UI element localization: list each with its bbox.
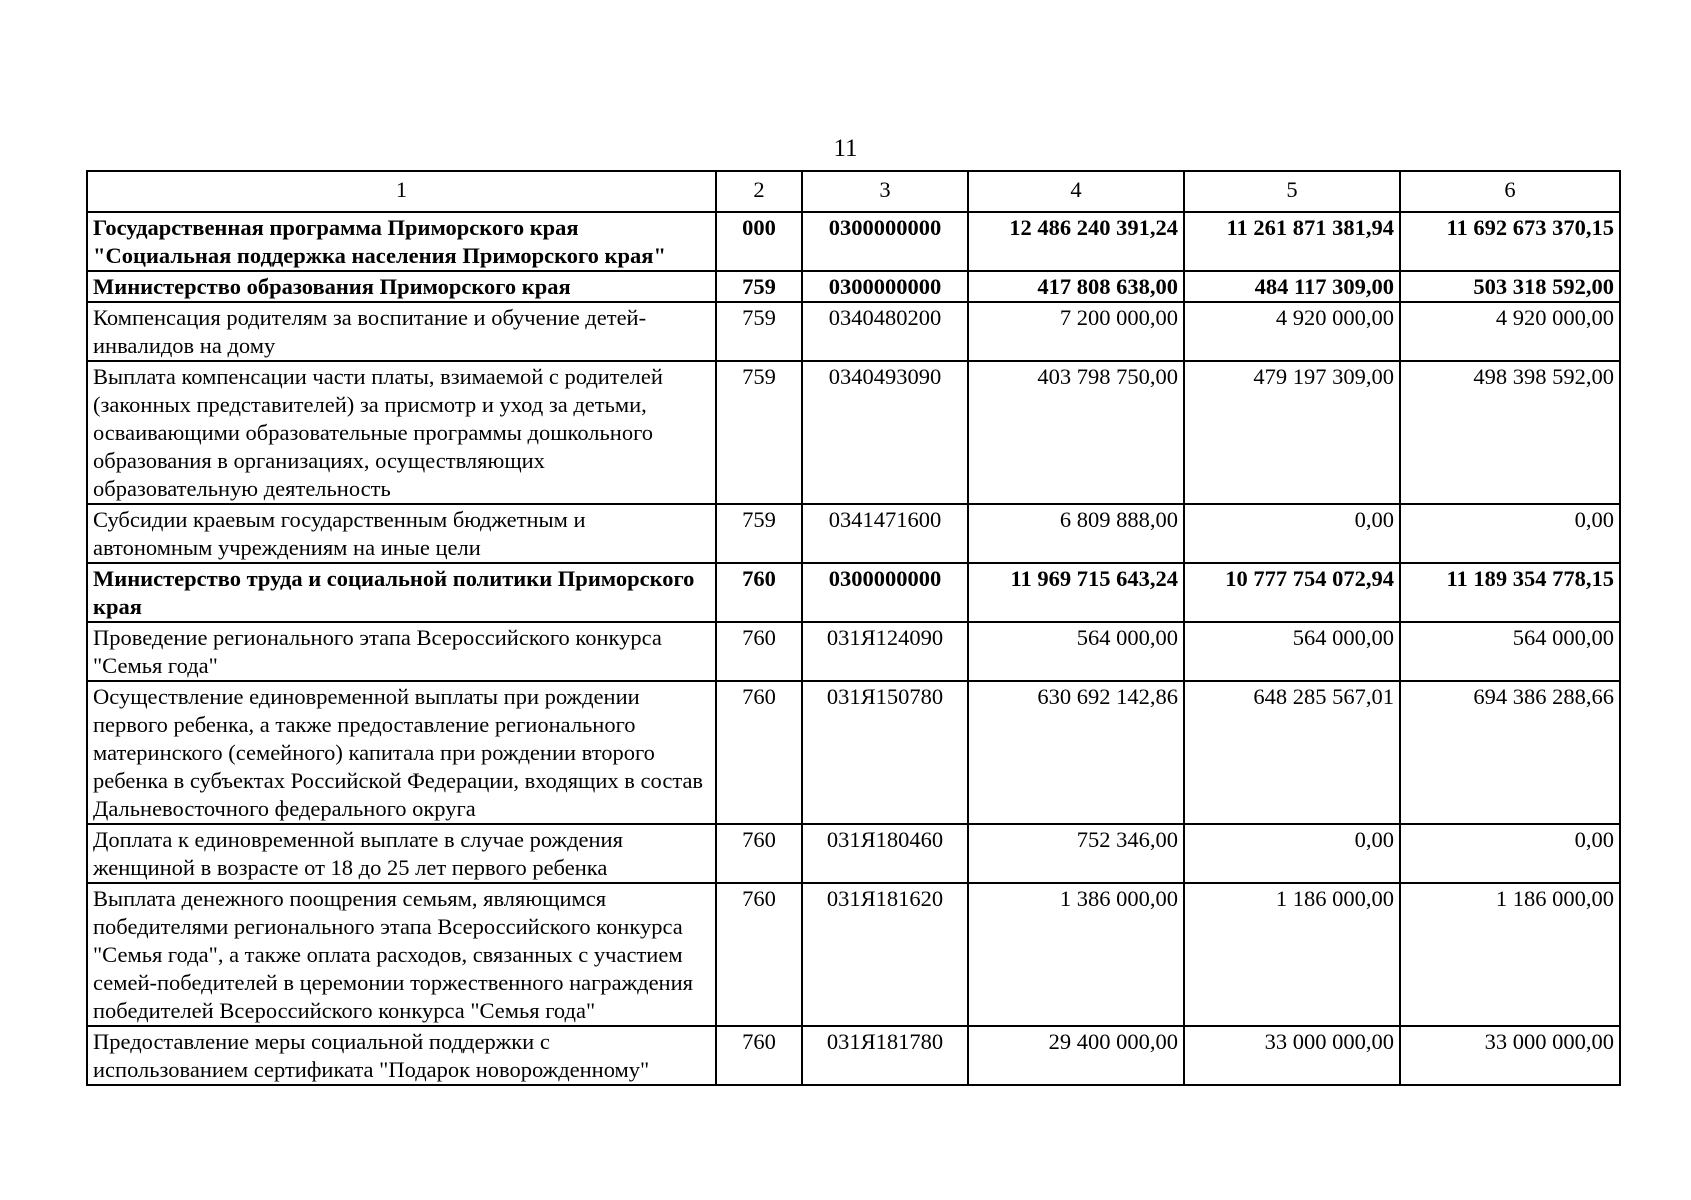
row-code-cell: 760 <box>716 563 802 622</box>
row-value-col4-cell: 29 400 000,00 <box>968 1026 1184 1085</box>
row-value-col4-cell: 752 346,00 <box>968 824 1184 883</box>
row-name-cell: Проведение регионального этапа Всероссийского конкурса "Семья года" <box>87 622 716 681</box>
row-value-col6-cell: 503 318 592,00 <box>1400 271 1620 302</box>
row-target-code-cell: 031Я180460 <box>802 824 968 883</box>
row-value-col5-cell: 0,00 <box>1184 824 1400 883</box>
row-value-col6-cell: 33 000 000,00 <box>1400 1026 1620 1085</box>
row-name-cell: Выплата денежного поощрения семьям, являющимся победителями регионального этапа Всероссийского конкурса "Семья года", а также оплата расходов, связанных с участием семей-победителей в церемонии торжественного награждения победителей Всероссийского конкурса "Семья года" <box>87 883 716 1026</box>
table-row <box>87 824 1620 883</box>
table-row <box>87 302 1620 361</box>
page-number: 11 <box>833 135 858 162</box>
row-name-cell: Субсидии краевым государственным бюджетным и автономным учреждениям на иные цели <box>87 504 716 563</box>
table-row <box>87 883 1620 1026</box>
row-value-col4-cell: 403 798 750,00 <box>968 361 1184 504</box>
row-value-col4-cell: 1 386 000,00 <box>968 883 1184 1026</box>
row-code-cell: 759 <box>716 271 802 302</box>
row-name-cell: Осуществление единовременной выплаты при рождении первого ребенка, а также предоставление регионального материнского (семейного) капитала при рождении второго ребенка в субъектах Российской Федерации, входящих в состав Дальневосточного федерального округа <box>87 681 716 824</box>
row-value-col6-cell: 0,00 <box>1400 504 1620 563</box>
table-row <box>87 271 1620 302</box>
budget-table <box>86 170 1621 1086</box>
row-value-col6-cell: 11 692 673 370,15 <box>1400 212 1620 271</box>
table-row <box>87 563 1620 622</box>
row-value-col6-cell: 694 386 288,66 <box>1400 681 1620 824</box>
row-value-col5-cell: 0,00 <box>1184 504 1400 563</box>
column-header-4: 4 <box>968 171 1184 212</box>
row-value-col6-cell: 564 000,00 <box>1400 622 1620 681</box>
column-header-2: 2 <box>716 171 802 212</box>
row-target-code-cell: 0300000000 <box>802 212 968 271</box>
row-value-col5-cell: 479 197 309,00 <box>1184 361 1400 504</box>
row-value-col6-cell: 4 920 000,00 <box>1400 302 1620 361</box>
row-value-col5-cell: 484 117 309,00 <box>1184 271 1400 302</box>
row-value-col4-cell: 12 486 240 391,24 <box>968 212 1184 271</box>
row-target-code-cell: 031Я181780 <box>802 1026 968 1085</box>
row-name-cell: Министерство образования Приморского края <box>87 271 716 302</box>
row-value-col5-cell: 4 920 000,00 <box>1184 302 1400 361</box>
row-value-col6-cell: 0,00 <box>1400 824 1620 883</box>
row-value-col5-cell: 1 186 000,00 <box>1184 883 1400 1026</box>
row-value-col5-cell: 11 261 871 381,94 <box>1184 212 1400 271</box>
table-row <box>87 212 1620 271</box>
row-value-col5-cell: 33 000 000,00 <box>1184 1026 1400 1085</box>
row-target-code-cell: 031Я181620 <box>802 883 968 1026</box>
row-target-code-cell: 0340493090 <box>802 361 968 504</box>
row-name-cell: Выплата компенсации части платы, взимаемой с родителей (законных представителей) за присмотр и уход за детьми, осваивающими образовательные программы дошкольного образования в организациях, осуществляющих образовательную деятельность <box>87 361 716 504</box>
row-code-cell: 000 <box>716 212 802 271</box>
row-value-col5-cell: 10 777 754 072,94 <box>1184 563 1400 622</box>
table-row <box>87 681 1620 824</box>
row-code-cell: 760 <box>716 1026 802 1085</box>
table-row <box>87 622 1620 681</box>
row-target-code-cell: 0340480200 <box>802 302 968 361</box>
row-value-col5-cell: 648 285 567,01 <box>1184 681 1400 824</box>
table-header-row <box>87 171 1620 212</box>
column-header-1: 1 <box>87 171 716 212</box>
row-target-code-cell: 0341471600 <box>802 504 968 563</box>
table-body <box>87 212 1620 1085</box>
row-code-cell: 759 <box>716 504 802 563</box>
row-value-col6-cell: 1 186 000,00 <box>1400 883 1620 1026</box>
row-code-cell: 760 <box>716 824 802 883</box>
row-code-cell: 760 <box>716 883 802 1026</box>
column-header-3: 3 <box>802 171 968 212</box>
row-target-code-cell: 0300000000 <box>802 271 968 302</box>
row-value-col4-cell: 564 000,00 <box>968 622 1184 681</box>
table-row <box>87 1026 1620 1085</box>
row-code-cell: 760 <box>716 681 802 824</box>
row-name-cell: Компенсация родителям за воспитание и обучение детей-инвалидов на дому <box>87 302 716 361</box>
row-name-cell: Предоставление меры социальной поддержки с использованием сертификата "Подарок новорожденному" <box>87 1026 716 1085</box>
row-value-col4-cell: 7 200 000,00 <box>968 302 1184 361</box>
column-header-6: 6 <box>1400 171 1620 212</box>
row-code-cell: 760 <box>716 622 802 681</box>
row-value-col4-cell: 417 808 638,00 <box>968 271 1184 302</box>
row-code-cell: 759 <box>716 302 802 361</box>
row-value-col4-cell: 6 809 888,00 <box>968 504 1184 563</box>
row-value-col5-cell: 564 000,00 <box>1184 622 1400 681</box>
row-target-code-cell: 031Я150780 <box>802 681 968 824</box>
row-value-col4-cell: 630 692 142,86 <box>968 681 1184 824</box>
row-name-cell: Доплата к единовременной выплате в случае рождения женщиной в возрасте от 18 до 25 лет первого ребенка <box>87 824 716 883</box>
row-code-cell: 759 <box>716 361 802 504</box>
row-target-code-cell: 031Я124090 <box>802 622 968 681</box>
table-row <box>87 361 1620 504</box>
row-name-cell: Министерство труда и социальной политики Приморского края <box>87 563 716 622</box>
row-target-code-cell: 0300000000 <box>802 563 968 622</box>
row-name-cell: Государственная программа Приморского края "Социальная поддержка населения Приморского края" <box>87 212 716 271</box>
row-value-col4-cell: 11 969 715 643,24 <box>968 563 1184 622</box>
row-value-col6-cell: 11 189 354 778,15 <box>1400 563 1620 622</box>
row-value-col6-cell: 498 398 592,00 <box>1400 361 1620 504</box>
column-header-5: 5 <box>1184 171 1400 212</box>
table-row <box>87 504 1620 563</box>
